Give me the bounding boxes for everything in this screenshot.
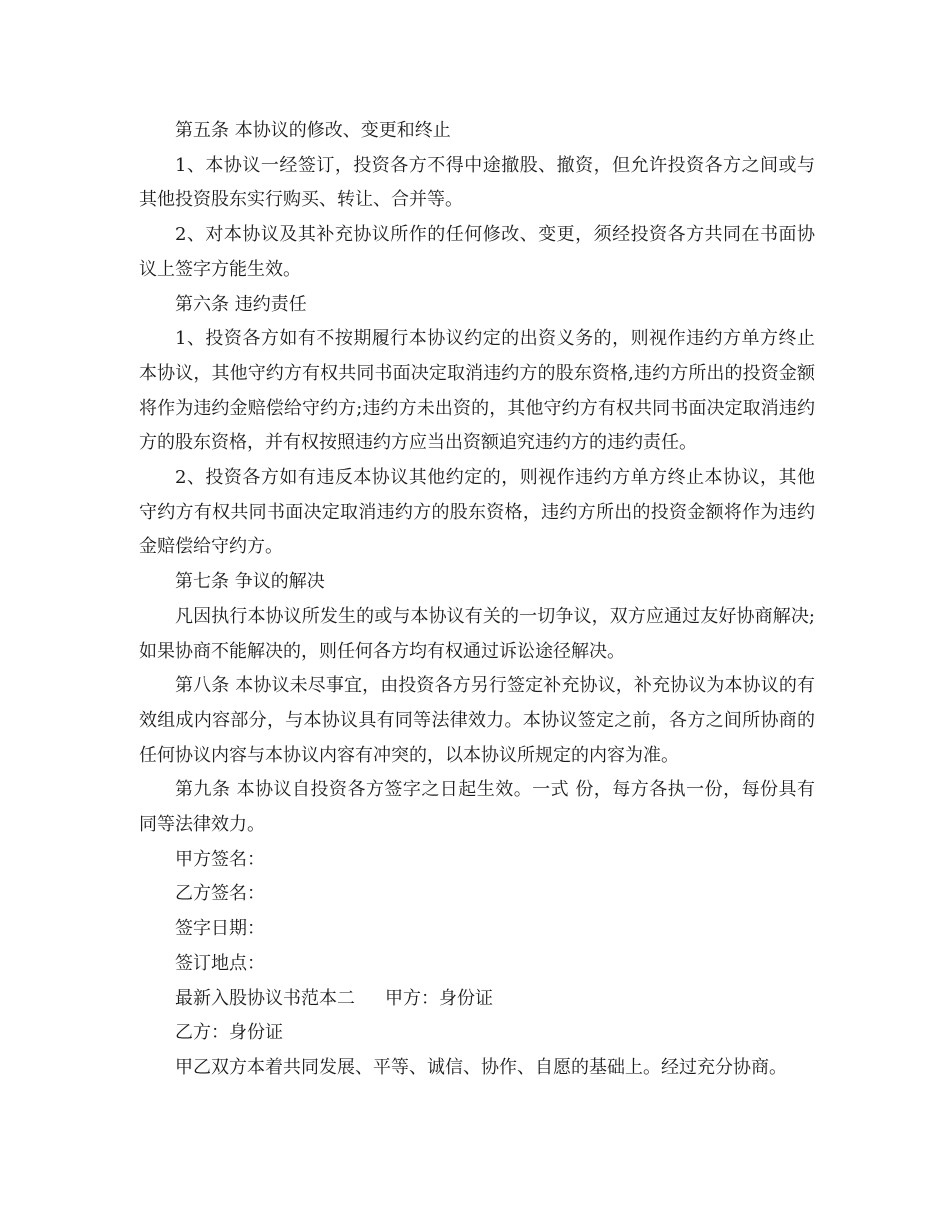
sample-two-title: 最新入股协议书范本二 [175,987,355,1009]
closing-paragraph: 甲乙双方本着共同发展、平等、诚信、协作、自愿的基础上。经过充分协商。 [175,1056,787,1078]
signing-date-line: 签字日期： [175,918,265,940]
party-b-signature-line: 乙方签名： [175,883,265,905]
article-6-clause-1: 1、投资各方如有不按期履行本协议约定的出资义务的，则视作违约方单方终止本协议，其他守约方有权共同书面决定取消违约方的股东资格,违约方所出的投资金额将作为违约金赔偿给守约方;违约方未出资的，其他守约方有权共同书面决定取消违约方的股东资格，并有权按照违约方应当出资额追究违约方的违约责任。 [139,328,815,454]
article-5-clause-1: 1、本协议一经签订，投资各方不得中途撤股、撤资，但允许投资各方之间或与其他投资股东实行购买、转让、合并等。 [139,154,815,211]
article-7-body: 凡因执行本协议所发生的或与本协议有关的一切争议，双方应通过友好协商解决;如果协商不能解决的，则任何各方均有权通过诉讼途径解决。 [139,605,815,662]
party-b-id-line: 乙方：身份证 [175,1022,283,1044]
signing-place-line: 签订地点： [175,952,265,974]
article-5-heading: 第五条 本协议的修改、变更和终止 [175,120,451,141]
article-6-clause-2: 2、投资各方如有违反本协议其他约定的，则视作违约方单方终止本协议，其他守约方有权共同书面决定取消违约方的股东资格，违约方所出的投资金额将作为违约金赔偿给守约方。 [139,467,815,558]
article-7-heading: 第七条 争议的解决 [175,571,325,593]
article-6-heading: 第六条 违约责任 [175,293,307,315]
article-9: 第九条 本协议自投资各方签字之日起生效。一式 份，每方各执一份，每份具有同等法律效力。 [139,779,815,836]
article-5-clause-2: 2、对本协议及其补充协议所作的任何修改、变更，须经投资各方共同在书面协议上签字方能生效。 [139,224,815,280]
sample-two-line [139,982,815,1017]
document-body [139,114,815,1086]
article-8: 第八条 本协议未尽事宜，由投资各方另行签定补充协议，补充协议为本协议的有效组成内容部分，与本协议具有同等法律效力。本协议签定之前，各方之间所协商的任何协议内容与本协议内容有冲突的，以本协议所规定的内容为准。 [139,675,815,766]
party-a-signature-line: 甲方签名： [175,848,265,870]
party-a-id-label: 甲方：身份证 [385,987,493,1009]
